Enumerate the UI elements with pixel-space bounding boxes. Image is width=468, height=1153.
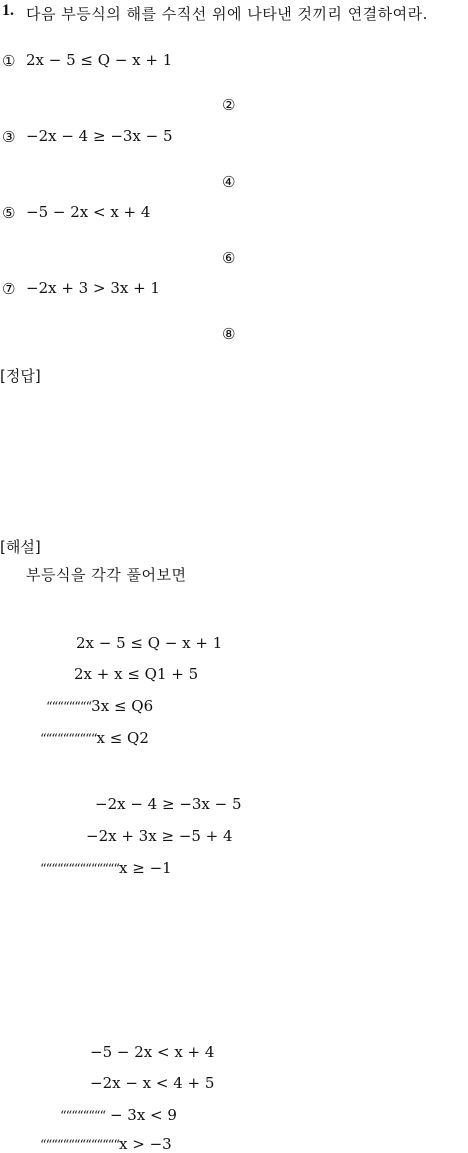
derivation-expression: 3x ≤ Q6 (91, 697, 154, 715)
derivation-expression: x ≥ −1 (119, 859, 172, 877)
item-marker-7: ⑦ (2, 280, 16, 298)
item-marker-4: ④ (222, 173, 236, 191)
item-marker-5: ⑤ (2, 204, 16, 222)
item-expression-3: −2x − 4 ≥ −3x − 5 (26, 127, 173, 145)
derivation-expression: x ≤ Q2 (96, 729, 149, 747)
item-marker-2: ② (222, 96, 236, 114)
question-prompt: 다음 부등식의 해를 수직선 위에 나타낸 것끼리 연결하여라. (26, 5, 428, 23)
explanation-label: [해설] (0, 538, 41, 556)
answer-label: [정답] (0, 367, 41, 385)
derivation-line: −5 − 2x < x + 4 (90, 1043, 215, 1061)
derivation-line (60, 1105, 177, 1124)
derivation-line (40, 728, 149, 747)
item-expression-5: −5 − 2x < x + 4 (26, 203, 151, 221)
padding-marks: ““““““““ (60, 1109, 106, 1124)
derivation-expression: x > −3 (119, 1135, 172, 1153)
derivation-line: 2x − 5 ≤ Q − x + 1 (76, 634, 223, 652)
derivation-line: 2x + x ≤ Q1 + 5 (74, 665, 199, 683)
padding-marks: ““““““““““““““ (40, 1138, 120, 1153)
derivation-line (40, 858, 172, 877)
derivation-line (40, 1134, 172, 1153)
padding-marks: ““““““““ (46, 700, 92, 715)
explanation-intro: 부등식을 각각 풀어보면 (26, 566, 187, 584)
item-marker-1: ① (2, 52, 16, 70)
item-expression-7: −2x + 3 > 3x + 1 (26, 279, 160, 297)
derivation-line: −2x − 4 ≥ −3x − 5 (95, 795, 242, 813)
question-number: 1. (2, 2, 14, 19)
padding-marks: ““““““““““ (40, 732, 97, 747)
derivation-line: −2x + 3x ≥ −5 + 4 (86, 827, 233, 845)
padding-marks: ““““““““““““““ (40, 862, 120, 877)
item-marker-8: ⑧ (222, 325, 236, 343)
derivation-expression: − 3x < 9 (105, 1106, 177, 1124)
derivation-line: −2x − x < 4 + 5 (90, 1074, 215, 1092)
derivation-line (46, 696, 153, 715)
item-marker-6: ⑥ (222, 249, 236, 267)
item-expression-1: 2x − 5 ≤ Q − x + 1 (26, 51, 173, 69)
item-marker-3: ③ (2, 128, 16, 146)
